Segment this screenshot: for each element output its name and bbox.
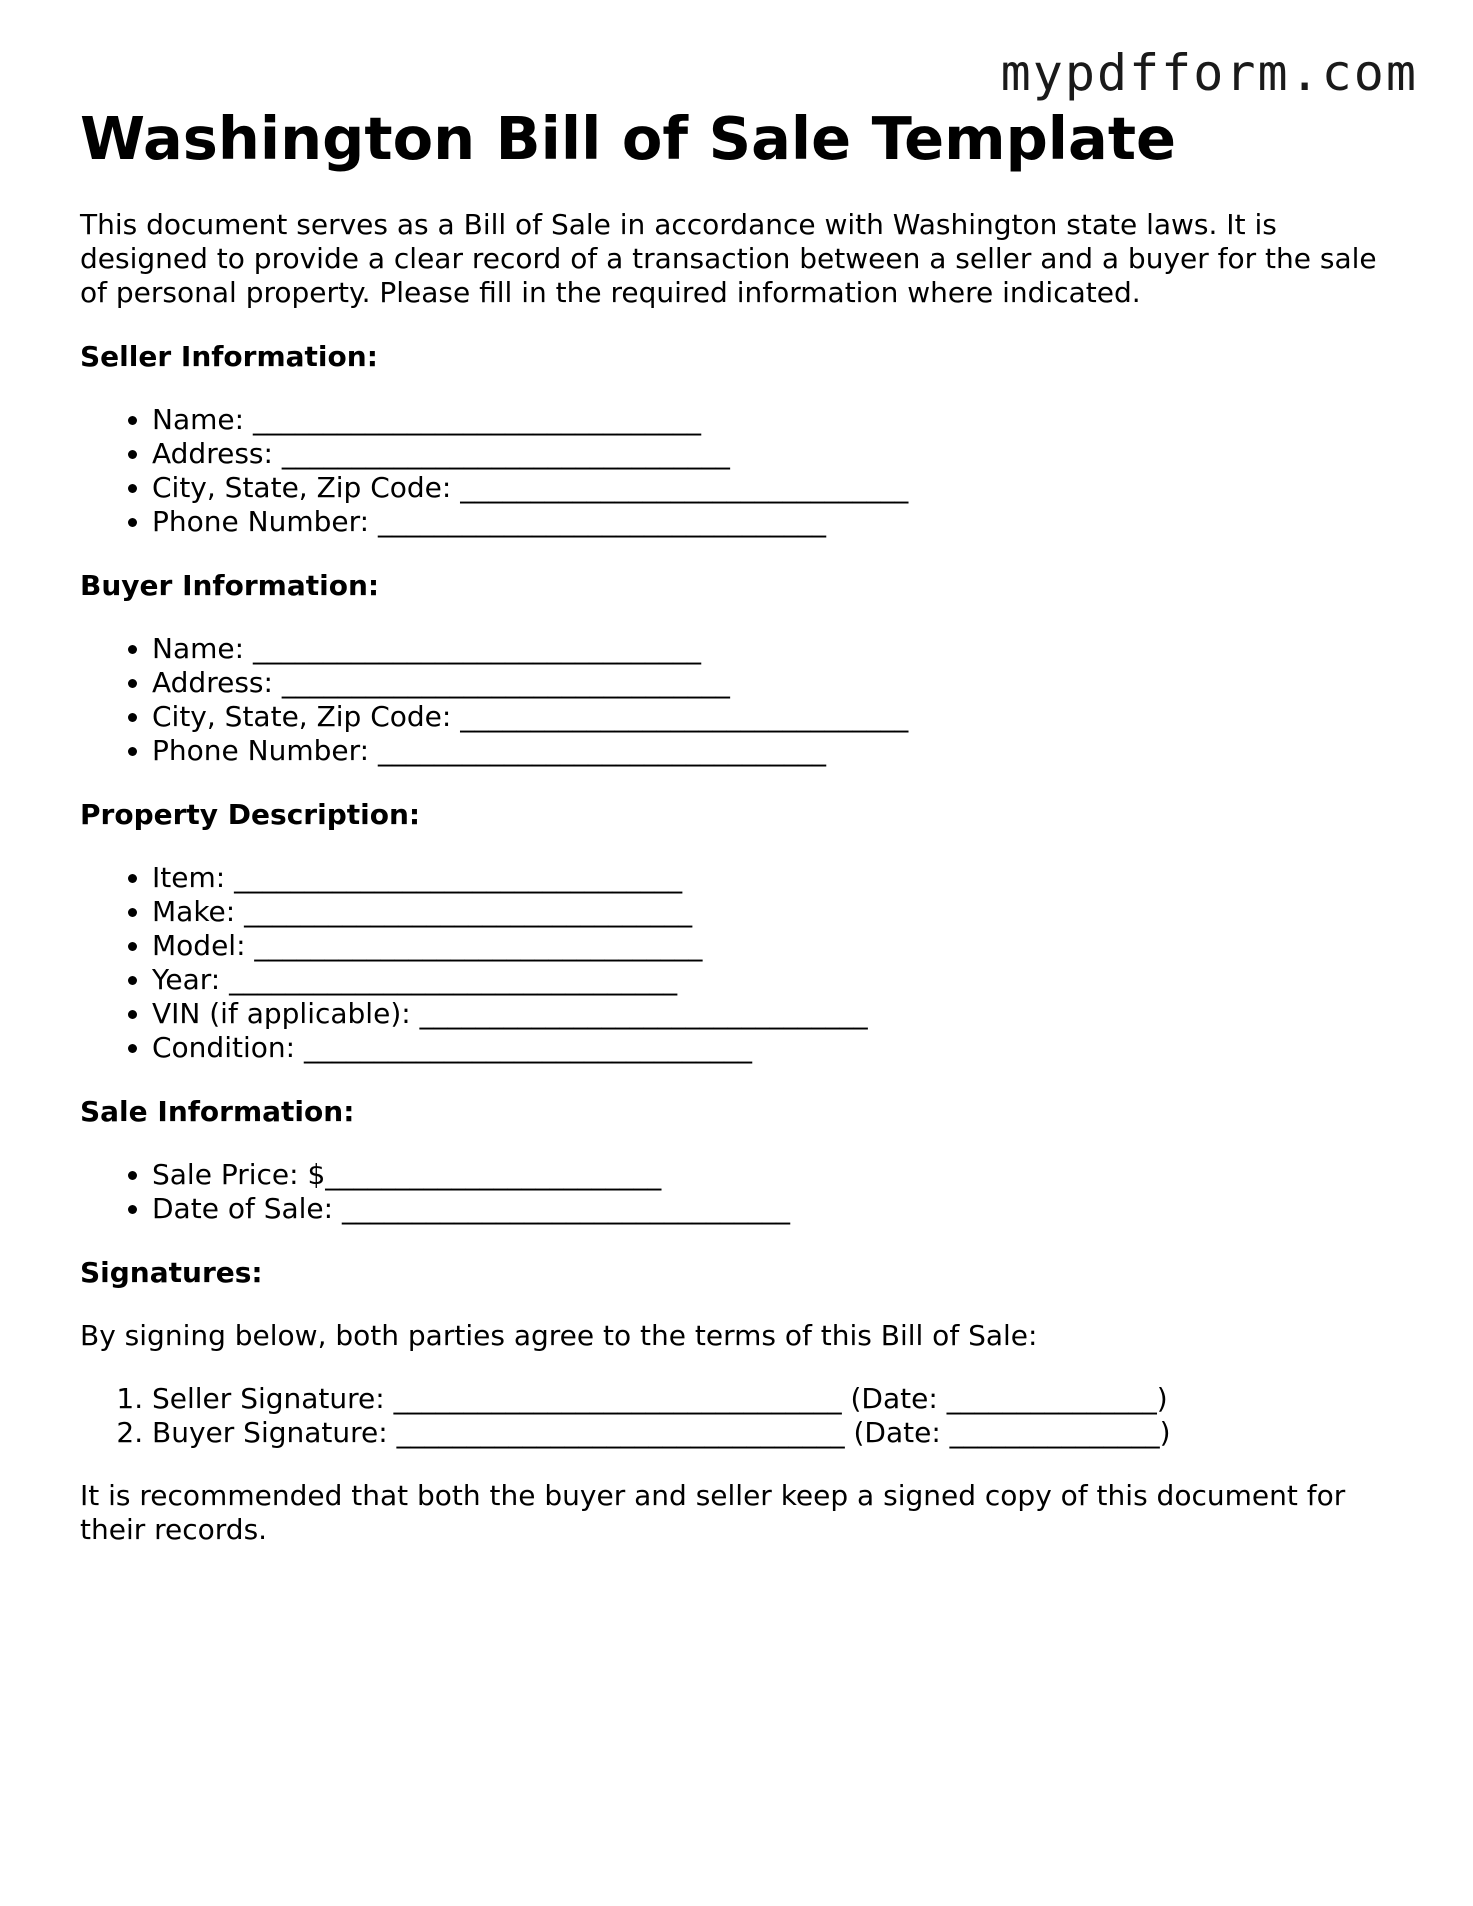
buyer-signature-field[interactable]: 2. Buyer Signature: ________________________________ (Date: _______________) bbox=[152, 1416, 1400, 1450]
signatures-heading: Signatures: bbox=[80, 1256, 263, 1289]
sale-date-field[interactable]: • Date of Sale: ________________________________ bbox=[152, 1192, 1400, 1226]
intro-paragraph: This document serves as a Bill of Sale in accordance with Washington state laws. It is designed to provide a clear record of a transaction between a seller and a buyer for the sale of personal property. Please fill in the required information where indicated. bbox=[80, 208, 1377, 309]
signatures-list bbox=[80, 1382, 1400, 1450]
document-page bbox=[80, 100, 1400, 1547]
sale-heading: Sale Information: bbox=[80, 1095, 355, 1128]
page-title: Washington Bill of Sale Template bbox=[80, 104, 1177, 173]
property-model-field[interactable]: • Model: ________________________________ bbox=[152, 929, 1400, 963]
property-year-field[interactable]: • Year: ________________________________ bbox=[152, 963, 1400, 997]
signatures-statement: By signing below, both parties agree to the terms of this Bill of Sale: bbox=[80, 1319, 1038, 1352]
property-condition-field[interactable]: • Condition: ________________________________ bbox=[152, 1031, 1400, 1065]
property-heading: Property Description: bbox=[80, 798, 421, 831]
seller-signature-field[interactable]: 1. Seller Signature: ________________________________ (Date: _______________) bbox=[152, 1382, 1400, 1416]
seller-list bbox=[80, 403, 1400, 539]
buyer-phone-field[interactable]: • Phone Number: ________________________________ bbox=[152, 734, 1400, 768]
sale-price-field[interactable]: • Sale Price: $________________________ bbox=[152, 1158, 1400, 1192]
seller-phone-field[interactable]: • Phone Number: ________________________________ bbox=[152, 505, 1400, 539]
buyer-address-field[interactable]: • Address: ________________________________ bbox=[152, 666, 1400, 700]
buyer-name-field[interactable]: • Name: ________________________________ bbox=[152, 632, 1400, 666]
seller-heading: Seller Information: bbox=[80, 340, 378, 373]
property-list bbox=[80, 861, 1400, 1065]
property-vin-field[interactable]: • VIN (if applicable): ________________________________ bbox=[152, 997, 1400, 1031]
sale-list bbox=[80, 1158, 1400, 1226]
property-make-field[interactable]: • Make: ________________________________ bbox=[152, 895, 1400, 929]
seller-name-field[interactable]: • Name: ________________________________ bbox=[152, 403, 1400, 437]
seller-address-field[interactable]: • Address: ________________________________ bbox=[152, 437, 1400, 471]
seller-city-state-zip-field[interactable]: • City, State, Zip Code: ________________________________ bbox=[152, 471, 1400, 505]
buyer-list bbox=[80, 632, 1400, 768]
property-item-field[interactable]: • Item: ________________________________ bbox=[152, 861, 1400, 895]
closing-paragraph: It is recommended that both the buyer and seller keep a signed copy of this document for their records. bbox=[80, 1479, 1346, 1546]
buyer-heading: Buyer Information: bbox=[80, 569, 380, 602]
watermark: mypdfform.com bbox=[1000, 44, 1418, 102]
buyer-city-state-zip-field[interactable]: • City, State, Zip Code: ________________________________ bbox=[152, 700, 1400, 734]
